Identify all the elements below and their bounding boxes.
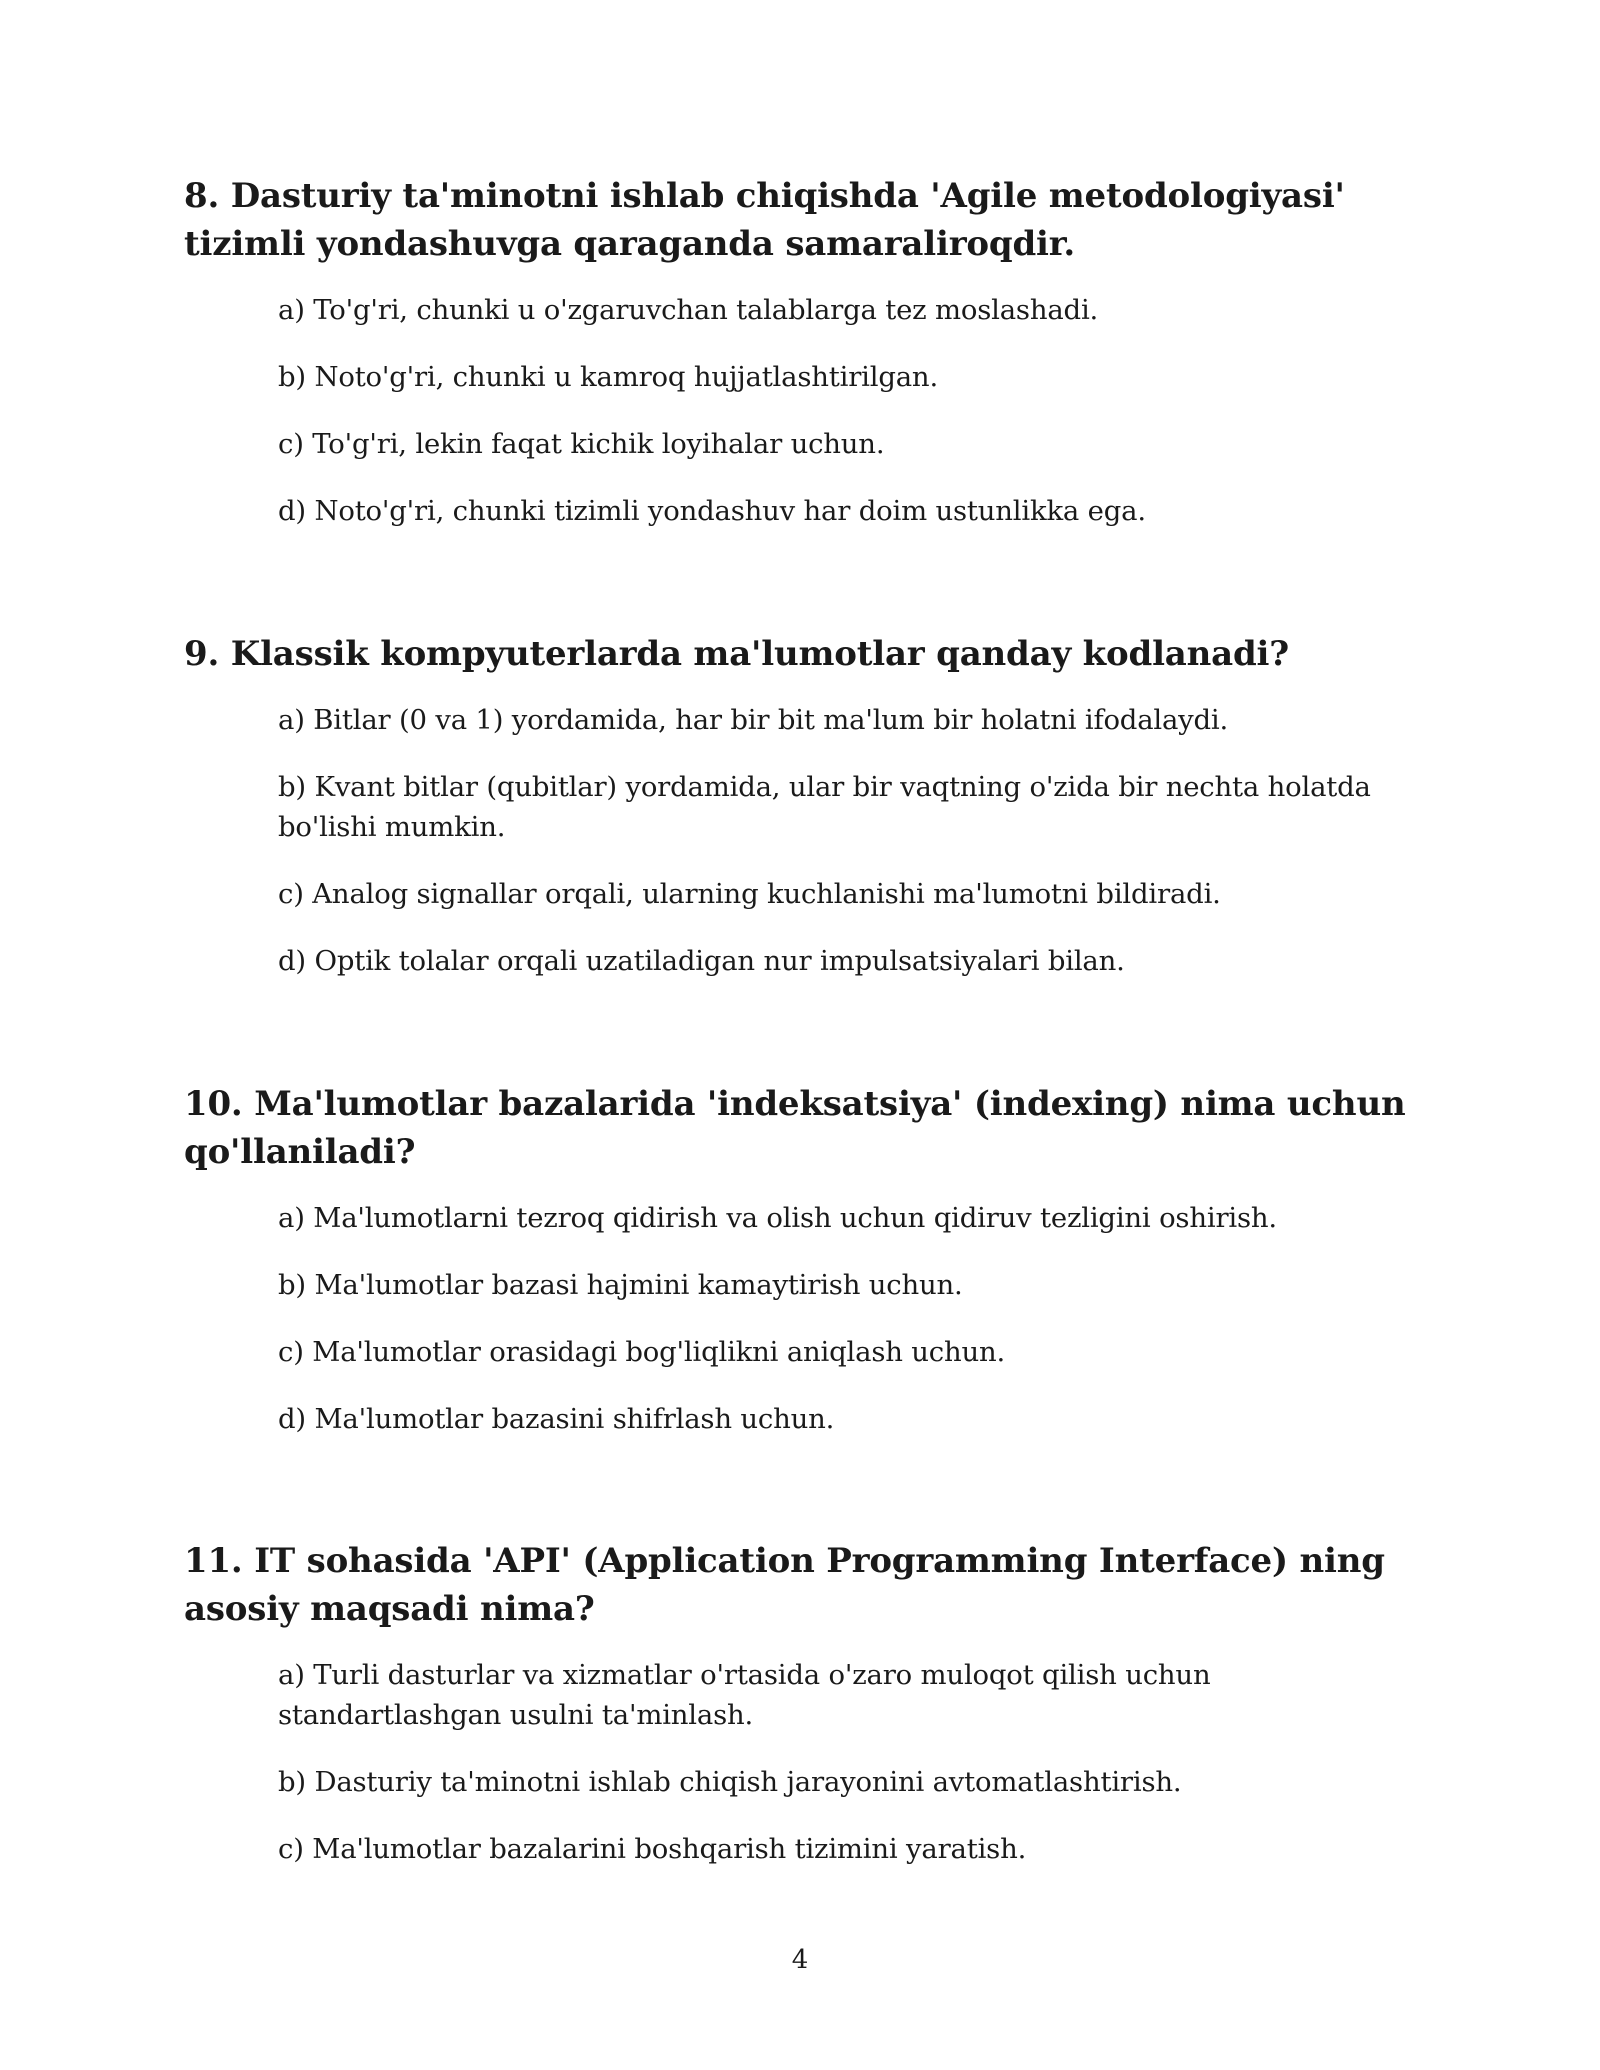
question-title: 9. Klassik kompyuterlarda ma'lumotlar qanday kodlanadi? [184, 634, 1289, 674]
answer-option-a: a) To'g'ri, chunki u o'zgaruvchan talablarga tez moslashadi. [278, 294, 1099, 326]
answer-option-a: a) Bitlar (0 va 1) yordamida, har bir bit ma'lum bir holatni ifodalaydi. [278, 704, 1229, 736]
answer-option-d: d) Ma'lumotlar bazasini shifrlash uchun. [278, 1403, 835, 1435]
question-title: 10. Ma'lumotlar bazalarida 'indeksatsiya' (indexing) nima uchun qo'llaniladi? [184, 1084, 1406, 1172]
question-title: 8. Dasturiy ta'minotni ishlab chiqishda 'Agile metodologiyasi' tizimli yondashuvga qaraganda samaraliroqdir. [184, 176, 1345, 264]
answer-option-b: b) Noto'g'ri, chunki u kamroq hujjatlashtirilgan. [278, 361, 938, 393]
question-9 [184, 630, 1424, 1008]
question-10 [184, 1080, 1424, 1466]
answer-options [184, 700, 1424, 981]
answer-options [184, 1655, 1424, 1869]
answer-option-c: c) Ma'lumotlar orasidagi bog'liqlikni aniqlash uchun. [278, 1336, 1006, 1368]
answer-option-c: c) Ma'lumotlar bazalarini boshqarish tizimini yaratish. [278, 1833, 1027, 1865]
answer-option-d: d) Optik tolalar orqali uzatiladigan nur impulsatsiyalari bilan. [278, 945, 1125, 977]
answer-options [184, 290, 1424, 531]
answer-option-d: d) Noto'g'ri, chunki tizimli yondashuv har doim ustunlikka ega. [278, 495, 1146, 527]
answer-option-c: c) Analog signallar orqali, ularning kuchlanishi ma'lumotni bildiradi. [278, 878, 1221, 910]
answer-option-b: b) Dasturiy ta'minotni ishlab chiqish jarayonini avtomatlashtirish. [278, 1766, 1182, 1798]
page-number: 4 [791, 1945, 809, 1975]
question-title: 11. IT sohasida 'API' (Application Programming Interface) ning asosiy maqsadi nima? [184, 1541, 1385, 1629]
answer-option-b: b) Ma'lumotlar bazasi hajmini kamaytirish uchun. [278, 1269, 963, 1301]
question-8 [184, 172, 1424, 558]
answer-option-a: a) Turli dasturlar va xizmatlar o'rtasida o'zaro muloqot qilish uchun standartlashgan usulni ta'minlash. [278, 1659, 1211, 1731]
answer-option-a: a) Ma'lumotlarni tezroq qidirish va olish uchun qidiruv tezligini oshirish. [278, 1202, 1277, 1234]
answer-options [184, 1198, 1424, 1439]
answer-option-b: b) Kvant bitlar (qubitlar) yordamida, ular bir vaqtning o'zida bir nechta holatda bo'lishi mumkin. [278, 771, 1371, 843]
question-11 [184, 1537, 1424, 1896]
answer-option-c: c) To'g'ri, lekin faqat kichik loyihalar uchun. [278, 428, 885, 460]
